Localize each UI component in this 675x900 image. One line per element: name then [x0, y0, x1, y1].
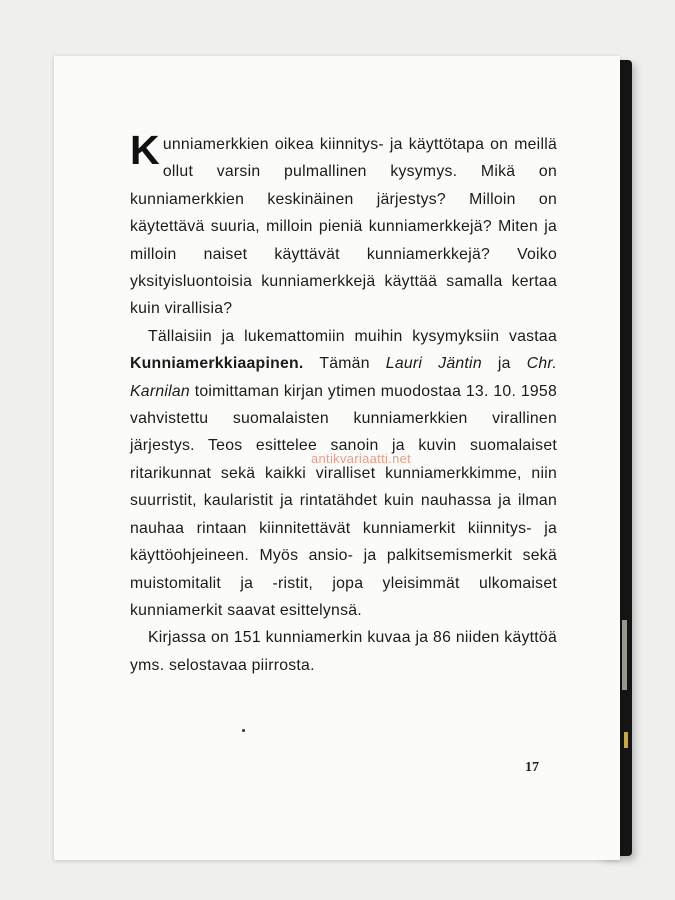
spine-wear — [624, 732, 628, 748]
paragraph-3 — [130, 624, 557, 679]
back-cover — [54, 56, 620, 860]
text-segment: Tällaisiin ja lukemattomiin muihin kysymyksiin vastaa — [148, 327, 557, 345]
page-number: 17 — [525, 760, 539, 775]
book-title: Kunniamerkkiaapinen. — [130, 355, 304, 373]
text-segment: toimittaman kirjan ytimen muodostaa 13. 10. 1958 vahvistettu suomalaisten kunniamerkkien virallinen järjestys. Teos esittelee sanoin ja kuvin suomalaiset ritarikunnat sekä kaikki viralliset kunniamerkkimme, niin suurristit, kaularistit ja rintatähdet kuin nauhassa ja ilman nauhaa rintaan kiinnitettävät kunniamerkit kiinnitys- ja käyttöohjeineen. Myös ansio- ja palkitsemismerkit sekä muistomitalit ja -ristit, jopa yleisimmät ulkomaiset kunniamerkit saavat esittelynsä. — [130, 382, 557, 619]
editor-name: Lauri Jäntin — [385, 355, 482, 373]
watermark: antikvariaatti.net — [311, 451, 412, 466]
cover-text — [130, 127, 557, 679]
paragraph-1 — [130, 127, 557, 323]
editor-name: Chr. Karnilan — [130, 355, 557, 400]
ink-dot — [242, 729, 245, 732]
paragraph-1-text: unniamerkkien oikea kiinnitys- ja käyttötapa on meillä ollut varsin pulmallinen kysymys. Mikä on kunniamerkkien keskinäinen järjestys? Milloin on käytettävä suuria, milloin pieniä kunniamerkkejä? Miten ja milloin naiset käyttävät kunniamerkkejä? Voiko yksityisluontoisia kunniamerkkejä käyttää samalla kertaa kuin virallisia? — [130, 136, 557, 318]
drop-cap: K — [130, 127, 160, 173]
spine-wear — [622, 620, 627, 690]
text-segment: Kirjassa on 151 kunniamerkin kuvaa ja 86 niiden käyttöä yms. selostavaa piirrosta. — [130, 629, 557, 674]
text-segment: ja — [481, 355, 527, 373]
paragraph-2 — [130, 323, 557, 624]
text-segment: Tämän — [303, 355, 386, 373]
